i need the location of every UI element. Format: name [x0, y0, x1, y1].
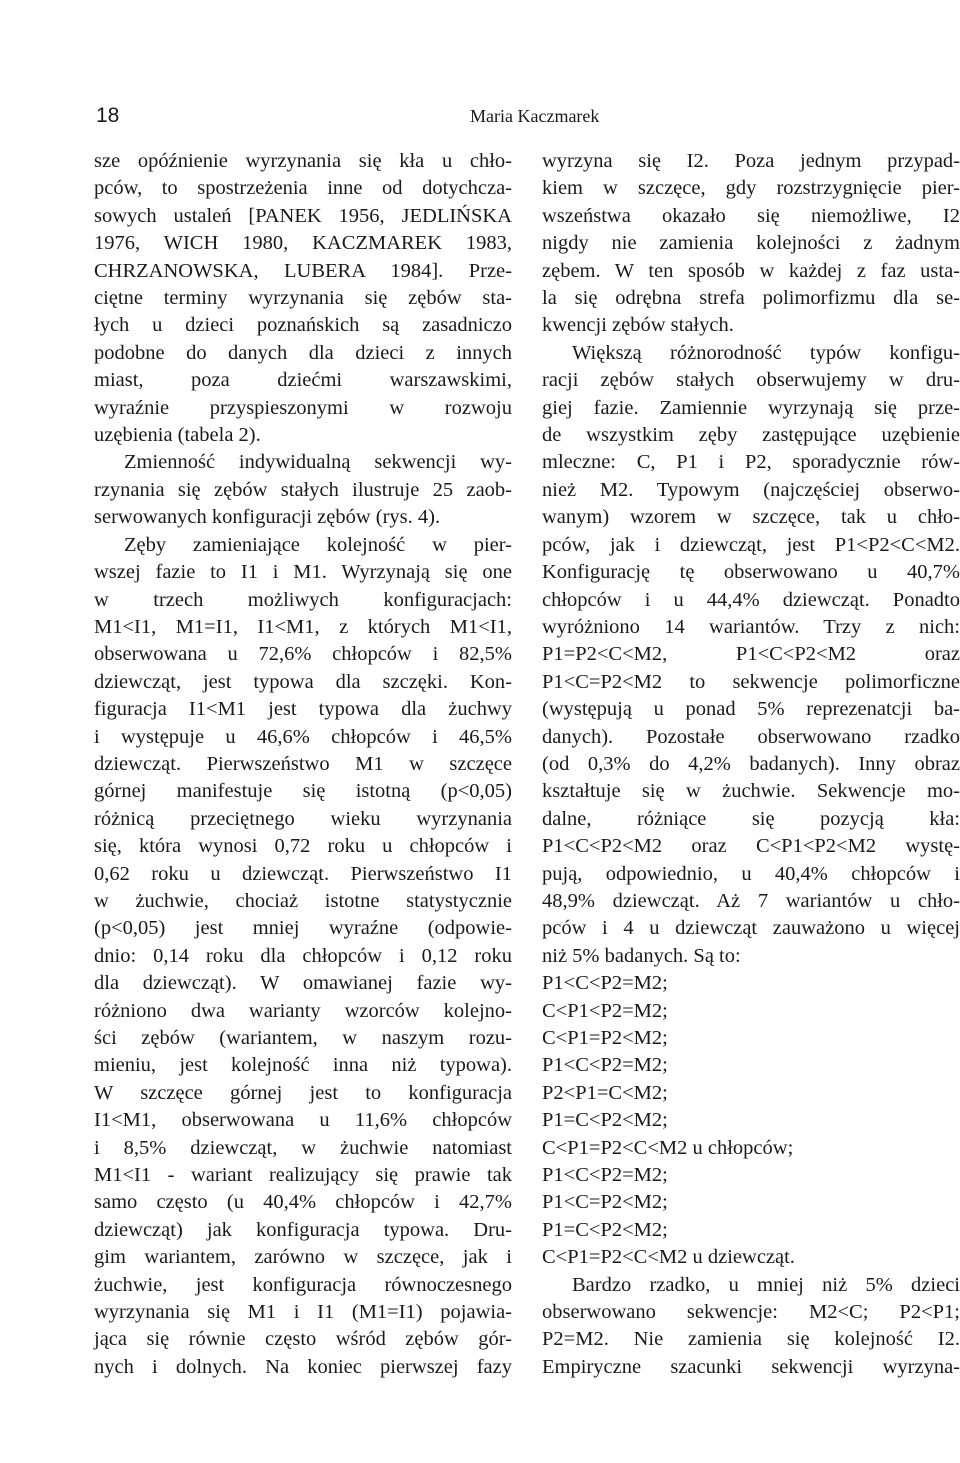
- text-line: figuracja I1<M1 jest typowa dla żuchwy: [94, 698, 512, 721]
- text-line: miast, poza dziećmi warszawskimi,: [94, 369, 512, 392]
- sequence-item: P1=C<P2<M2;: [542, 1109, 668, 1132]
- text-line: M1<I1 - wariant realizujący się prawie tak: [94, 1164, 512, 1187]
- text-line: jąca się równie często wśród zębów gór-: [94, 1328, 512, 1351]
- text-line: się, która wynosi 0,72 roku u chłopców i: [94, 835, 512, 858]
- sequence-item: P1<C<P2=M2;: [542, 972, 668, 995]
- text-line: uzębienia (tabela 2).: [94, 424, 261, 447]
- text-line: obserwowana u 72,6% chłopców i 82,5%: [94, 643, 512, 666]
- text-line: P1<C=P2<M2 to sekwencje polimorficzne: [542, 670, 960, 693]
- text-line: 0,62 roku u dziewcząt. Pierwszeństwo I1: [94, 862, 512, 885]
- text-line: podobne do danych dla dzieci z innych: [94, 341, 512, 364]
- sequence-item: P1<C=P2<M2;: [542, 1191, 668, 1214]
- text-line: CHRZANOWSKA, LUBERA 1984]. Prze-: [94, 259, 512, 282]
- text-line: Zmienność indywidualną sekwencji wy-: [124, 451, 512, 474]
- text-line: wyraźnie przyspieszonymi w rozwoju: [94, 396, 512, 419]
- text-line: dziewcząt. Pierwszeństwo M1 w szczęce: [94, 752, 512, 775]
- text-line: kiem w szczęce, gdy rozstrzygnięcie pier-: [542, 177, 960, 200]
- text-line: różniono dwa warianty wzorców kolejno-: [94, 999, 512, 1022]
- text-line: M1<I1, M1=I1, I1<M1, z których M1<I1,: [94, 615, 512, 638]
- text-line: wyrzynania się M1 i I1 (M1=I1) pojawia-: [94, 1301, 512, 1324]
- text-line: pują, odpowiednio, u 40,4% chłopców i: [542, 862, 960, 885]
- sequence-item: P1<C<P2=M2;: [542, 1164, 668, 1187]
- text-line: dla dziewcząt). W omawianej fazie wy-: [94, 972, 512, 995]
- text-line: ści zębów (wariantem, w naszym rozu-: [94, 1027, 512, 1049]
- text-line: obserwowano sekwencje: M2<C; P2<P1;: [542, 1301, 960, 1324]
- text-line: wanym) wzorem w szczęce, tak u chło-: [542, 506, 960, 529]
- text-line: ciętne terminy wyrzynania się zębów sta-: [94, 287, 512, 310]
- text-line: w żuchwie, chociaż istotne statystycznie: [94, 889, 512, 912]
- text-line: pców i 4 u dziewcząt zauważono u więcej: [542, 917, 960, 940]
- text-line: różnicą przeciętnego wieku wyrzynania: [94, 807, 512, 830]
- text-line: dziewcząt, jest typowa dla szczęki. Kon-: [94, 670, 512, 693]
- text-line: zębem. W ten sposób w każdej z faz usta-: [542, 259, 960, 282]
- text-line: niż 5% badanych. Są to:: [542, 944, 741, 967]
- text-line: Bardzo rzadko, u mniej niż 5% dzieci: [572, 1273, 960, 1296]
- running-head-author: Maria Kaczmarek: [470, 106, 600, 126]
- text-line: górnej manifestuje się istotną (p<0,05): [94, 780, 512, 803]
- sequence-item: C<P1=P2<M2;: [542, 1027, 668, 1049]
- sequence-item: P1=C<P2<M2;: [542, 1218, 668, 1241]
- text-line: w trzech możliwych konfiguracjach:: [94, 588, 512, 611]
- text-line: (występują u ponad 5% reprezenatcji ba-: [542, 698, 960, 721]
- text-line: chłopców i u 44,4% dziewcząt. Ponadto: [542, 588, 960, 611]
- text-line: P1<C<P2<M2 oraz C<P1<P2<M2 wystę-: [542, 835, 960, 858]
- text-line: dziewcząt) jak konfiguracja typowa. Dru-: [94, 1218, 512, 1241]
- text-line: sze opóźnienie wyrzynania się kła u chło-: [94, 150, 512, 172]
- text-line: pców, to spostrzeżenia inne od dotychcza-: [94, 177, 512, 200]
- text-line: (od 0,3% do 4,2% badanych). Inny obraz: [542, 752, 960, 775]
- text-line: nych i dolnych. Na koniec pierwszej fazy: [94, 1355, 512, 1378]
- text-line: I1<M1, obserwowana u 11,6% chłopców: [94, 1109, 512, 1132]
- text-line: i 8,5% dziewcząt, w żuchwie natomiast: [94, 1136, 512, 1159]
- text-line: żuchwie, jest konfiguracja równoczesnego: [94, 1273, 512, 1296]
- text-line: wyróżniono 14 wariantów. Trzy z nich:: [542, 615, 960, 638]
- text-line: Empiryczne szacunki sekwencji wyrzyna-: [542, 1355, 960, 1378]
- text-line: sowych ustaleń [PANEK 1956, JEDLIŃSKA: [94, 204, 512, 227]
- text-line: kwencji zębów stałych.: [542, 314, 734, 337]
- text-line: (p<0,05) jest mniej wyraźne (odpowie-: [94, 917, 512, 940]
- text-line: Konfigurację tę obserwowano u 40,7%: [542, 561, 960, 584]
- text-line: rzynania się zębów stałych ilustruje 25 zaob-: [94, 478, 512, 501]
- text-line: Większą różnorodność typów konfigu-: [572, 341, 960, 364]
- text-line: 48,9% dziewcząt. Aż 7 wariantów u chło-: [542, 889, 960, 912]
- text-line: nigdy nie zamienia kolejności z żadnym: [542, 232, 960, 255]
- sequence-item: C<P1=P2<C<M2 u dziewcząt.: [542, 1246, 795, 1269]
- text-line: samo często (u 40,4% chłopców i 42,7%: [94, 1191, 512, 1214]
- text-line: pców, jak i dziewcząt, jest P1<P2<C<M2.: [542, 533, 960, 556]
- text-line: W szczęce górnej jest to konfiguracja: [94, 1081, 512, 1104]
- text-line: i występuje u 46,6% chłopców i 46,5%: [94, 725, 512, 748]
- sequence-item: C<P1=P2<C<M2 u chłopców;: [542, 1136, 794, 1159]
- text-line: P1=P2<C<M2, P1<C<P2<M2 oraz: [542, 643, 960, 666]
- text-line: mleczne: C, P1 i P2, sporadycznie rów-: [542, 451, 960, 474]
- text-line: nież M2. Typowym (najczęściej obserwo-: [542, 478, 960, 501]
- text-line: kształtuje się w żuchwie. Sekwencje mo-: [542, 780, 960, 803]
- text-line: łych u dzieci poznańskich są zasadniczo: [94, 314, 512, 337]
- text-line: giej fazie. Zamiennie wyrzynają się prze-: [542, 396, 960, 419]
- sequence-item: C<P1<P2=M2;: [542, 999, 668, 1022]
- text-line: P2=M2. Nie zamienia się kolejność I2.: [542, 1328, 960, 1351]
- text-line: mieniu, jest kolejność inna niż typowa).: [94, 1054, 512, 1077]
- text-line: racji zębów stałych obserwujemy w dru-: [542, 369, 960, 392]
- text-line: wszeństwa okazało się niemożliwe, I2: [542, 204, 960, 227]
- text-line: 1976, WICH 1980, KACZMAREK 1983,: [94, 232, 512, 255]
- text-line: la się odrębna strefa polimorfizmu dla se-: [542, 287, 960, 310]
- text-line: dalne, różniące się pozycją kła:: [542, 807, 960, 830]
- right-column: [542, 148, 960, 1381]
- text-line: wszej fazie to I1 i M1. Wyrzynają się one: [94, 561, 512, 584]
- text-line: wyrzyna się I2. Poza jednym przypad-: [542, 150, 960, 172]
- sequence-item: P2<P1=C<M2;: [542, 1081, 668, 1104]
- text-line: Zęby zamieniające kolejność w pier-: [124, 533, 512, 556]
- text-line: de wszystkim zęby zastępujące uzębienie: [542, 424, 960, 447]
- text-line: danych). Pozostałe obserwowano rzadko: [542, 725, 960, 748]
- text-line: serwowanych konfiguracji zębów (rys. 4).: [94, 506, 441, 529]
- text-line: dnio: 0,14 roku dla chłopców i 0,12 roku: [94, 944, 512, 967]
- sequence-item: P1<C<P2=M2;: [542, 1054, 668, 1077]
- page-number: 18: [96, 104, 120, 127]
- left-column: [94, 148, 512, 1381]
- text-line: gim wariantem, zarówno w szczęce, jak i: [94, 1246, 512, 1269]
